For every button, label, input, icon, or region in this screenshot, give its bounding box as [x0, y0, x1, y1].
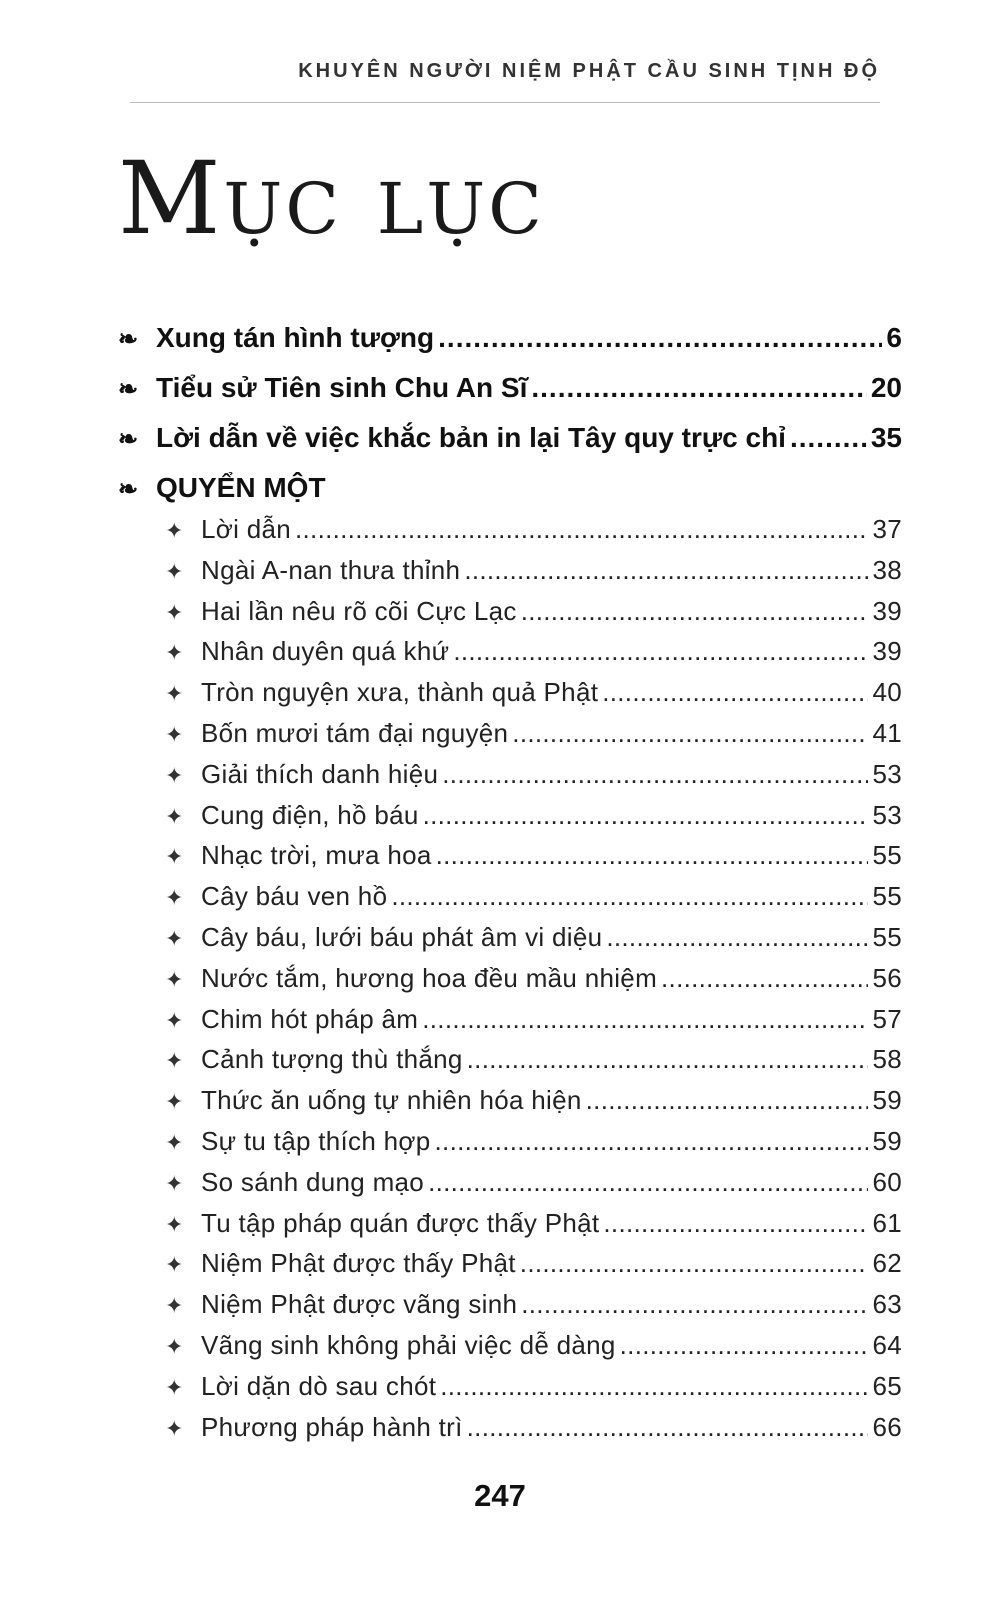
entry-page-number: 6	[886, 322, 902, 353]
entry-page-number: 40	[872, 677, 902, 708]
star-bullet-icon: ✦	[165, 925, 184, 951]
star-bullet-icon: ✦	[165, 558, 184, 584]
toc-sub-entry[interactable]	[165, 1044, 902, 1085]
star-bullet-icon: ✦	[165, 885, 184, 911]
entry-page-number: 55	[872, 921, 902, 952]
entry-title: Lời dẫn	[201, 514, 291, 544]
entry-title: Sự tu tập thích hợp	[201, 1125, 431, 1156]
entry-title: Tiểu sử Tiên sinh Chu An Sĩ	[156, 372, 528, 403]
toc-sub-entry[interactable]	[165, 1208, 902, 1249]
dot-leader	[603, 1208, 868, 1239]
entry-title: Vãng sinh không phải việc dễ dàng	[201, 1329, 616, 1360]
toc-sub-entry[interactable]	[165, 1126, 902, 1167]
dot-leader	[428, 1167, 868, 1198]
page-number: 247	[474, 1478, 526, 1513]
dot-leader	[436, 840, 869, 871]
dot-leader	[422, 1004, 868, 1035]
entry-page-number: 59	[872, 1085, 902, 1116]
toc-sub-entry[interactable]	[165, 1167, 902, 1208]
entry-page-number: 35	[870, 422, 902, 453]
entry-page-number: 39	[872, 636, 902, 667]
entry-page-number: 56	[872, 962, 902, 993]
star-bullet-icon: ✦	[165, 1129, 184, 1155]
dot-leader	[442, 759, 868, 790]
fleuron-icon: ❧	[118, 426, 139, 453]
dot-leader	[467, 1044, 869, 1075]
entry-title: Nhân duyên quá khứ	[201, 636, 450, 667]
star-bullet-icon: ✦	[165, 762, 184, 788]
entry-page-number: 66	[872, 1411, 902, 1442]
entry-page-number: 55	[872, 881, 902, 912]
entry-page-number: 60	[872, 1166, 902, 1197]
star-bullet-icon: ✦	[165, 1415, 184, 1441]
dot-leader	[440, 1371, 868, 1402]
dot-leader	[620, 1330, 869, 1361]
star-bullet-icon: ✦	[165, 1333, 184, 1359]
dot-leader	[435, 1126, 869, 1157]
fleuron-icon: ❧	[118, 376, 139, 403]
entry-page-number: 55	[872, 840, 902, 871]
dot-leader	[606, 922, 868, 953]
toc-sub-entry[interactable]	[165, 840, 902, 881]
dot-leader	[391, 881, 868, 912]
entry-page-number: 58	[872, 1044, 902, 1075]
table-of-contents	[118, 322, 902, 1452]
toc-sub-entry[interactable]	[165, 1004, 902, 1045]
entry-page-number: 39	[872, 595, 902, 626]
dot-leader	[453, 636, 868, 667]
toc-main-entry[interactable]	[118, 422, 902, 472]
entry-page-number: 65	[872, 1370, 902, 1401]
toc-sub-entry[interactable]	[165, 881, 902, 922]
page-title: Mục lục	[118, 140, 545, 257]
dot-leader	[438, 322, 882, 354]
toc-sub-entry[interactable]	[165, 718, 902, 759]
dot-leader	[602, 677, 868, 708]
entry-title: Tròn nguyện xưa, thành quả Phật	[201, 677, 599, 708]
part-label: QUYỂN MỘT	[156, 472, 326, 503]
entry-page-number: 64	[872, 1329, 902, 1360]
star-bullet-icon: ✦	[165, 1252, 184, 1278]
star-bullet-icon: ✦	[165, 1293, 184, 1319]
star-bullet-icon: ✦	[165, 1089, 184, 1115]
toc-sub-entry[interactable]	[165, 636, 902, 677]
toc-sub-entry[interactable]	[165, 1412, 902, 1453]
entry-title: Cây báu ven hồ	[201, 881, 388, 912]
toc-sub-entry[interactable]	[165, 596, 902, 637]
toc-part-heading	[118, 472, 902, 514]
star-bullet-icon: ✦	[165, 599, 184, 625]
entry-page-number: 53	[872, 799, 902, 830]
entry-title: Hai lần nêu rõ cõi Cực Lạc	[201, 595, 517, 626]
dot-leader	[790, 422, 867, 454]
toc-sub-entry[interactable]	[165, 922, 902, 963]
entry-title: Cây báu, lưới báu phát âm vi diệu	[201, 921, 603, 952]
entry-page-number: 38	[872, 554, 902, 585]
entry-page-number: 20	[870, 372, 902, 403]
dot-leader	[512, 718, 868, 749]
entry-page-number: 41	[872, 717, 902, 748]
entry-title: Thức ăn uống tự nhiên hóa hiện	[201, 1085, 582, 1116]
dot-leader	[467, 1412, 869, 1443]
dot-leader	[464, 555, 868, 586]
entry-title: Phương pháp hành trì	[201, 1411, 463, 1442]
star-bullet-icon: ✦	[165, 1170, 184, 1196]
star-bullet-icon: ✦	[165, 803, 184, 829]
entry-title: Chim hót pháp âm	[201, 1003, 419, 1034]
running-header: KHUYÊN NGƯỜI NIỆM PHẬT CẦU SINH TỊNH ĐỘ	[298, 60, 880, 82]
toc-main-entry[interactable]	[118, 372, 902, 422]
dot-leader	[521, 596, 869, 627]
entry-title: Niệm Phật được vãng sinh	[201, 1289, 518, 1320]
dot-leader	[586, 1085, 869, 1116]
main-entries	[118, 322, 902, 472]
star-bullet-icon: ✦	[165, 721, 184, 747]
toc-sub-entry[interactable]	[165, 1085, 902, 1126]
dot-leader	[661, 963, 868, 994]
entry-page-number: 61	[872, 1207, 902, 1238]
dot-leader	[423, 800, 869, 831]
entry-title: Lời dặn dò sau chót	[201, 1370, 437, 1401]
toc-sub-entry[interactable]	[165, 1371, 902, 1412]
star-bullet-icon: ✦	[165, 518, 184, 543]
toc-sub-entry[interactable]	[165, 1289, 902, 1330]
toc-sub-entry[interactable]	[165, 800, 902, 841]
star-bullet-icon: ✦	[165, 1211, 184, 1237]
fleuron-icon: ❧	[118, 476, 139, 503]
star-bullet-icon: ✦	[165, 966, 184, 992]
star-bullet-icon: ✦	[165, 1007, 184, 1033]
header-divider	[130, 102, 880, 103]
star-bullet-icon: ✦	[165, 844, 184, 870]
dot-leader	[520, 1248, 869, 1279]
toc-sub-entry[interactable]	[165, 1330, 902, 1371]
toc-sub-entry[interactable]	[165, 677, 902, 718]
entry-page-number: 62	[872, 1248, 902, 1279]
entry-title: Nhạc trời, mưa hoa	[201, 840, 432, 871]
dot-leader	[521, 1289, 868, 1320]
entry-title: Tu tập pháp quán được thấy Phật	[201, 1207, 600, 1238]
entry-page-number: 53	[872, 758, 902, 789]
entry-page-number: 59	[872, 1125, 902, 1156]
star-bullet-icon: ✦	[165, 1374, 184, 1400]
dot-leader	[531, 372, 866, 404]
entry-title: Ngài A-nan thưa thỉnh	[201, 554, 461, 585]
entry-title: Niệm Phật được thấy Phật	[201, 1248, 516, 1279]
entry-title: Xung tán hình tượng	[156, 322, 435, 353]
toc-main-entry[interactable]	[118, 322, 902, 372]
star-bullet-icon: ✦	[165, 681, 184, 707]
entry-title: Nước tắm, hương hoa đều mầu nhiệm	[201, 962, 658, 993]
entry-title: Lời dẫn về việc khắc bản in lại Tây quy trực chỉ	[156, 422, 786, 453]
part-entries	[165, 514, 902, 1452]
toc-sub-entry[interactable]	[165, 514, 902, 555]
star-bullet-icon: ✦	[165, 1048, 184, 1074]
dot-leader	[295, 514, 868, 545]
toc-sub-entry[interactable]	[165, 759, 902, 800]
toc-sub-entry[interactable]	[165, 555, 902, 596]
fleuron-icon: ❧	[118, 326, 139, 353]
entry-page-number: 37	[872, 514, 902, 544]
entry-title: Cảnh tượng thù thắng	[201, 1044, 463, 1075]
entry-page-number: 63	[872, 1289, 902, 1320]
entry-title: So sánh dung mạo	[201, 1166, 425, 1197]
entry-title: Giải thích danh hiệu	[201, 758, 439, 789]
entry-title: Cung điện, hồ báu	[201, 799, 419, 830]
toc-sub-entry[interactable]	[165, 963, 902, 1004]
toc-sub-entry[interactable]	[165, 1248, 902, 1289]
star-bullet-icon: ✦	[165, 640, 184, 666]
entry-page-number: 57	[872, 1003, 902, 1034]
entry-title: Bốn mươi tám đại nguyện	[201, 717, 509, 748]
